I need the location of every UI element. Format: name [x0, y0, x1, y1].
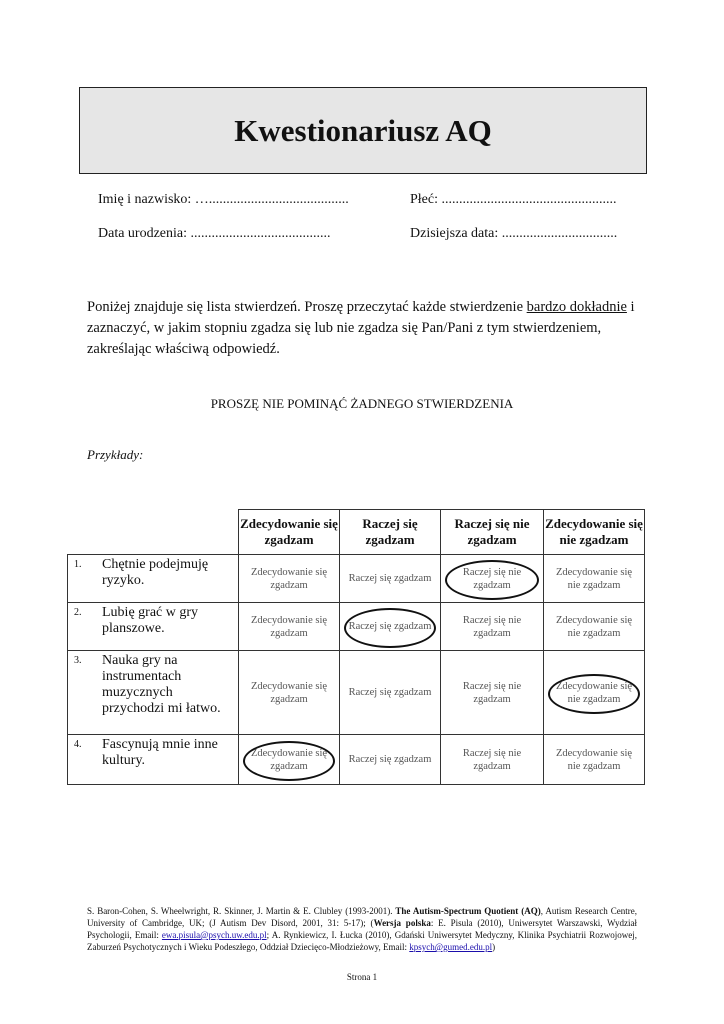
instructions: [87, 297, 647, 360]
header-strongly-agree: Zdecydowanie się zgadzam: [239, 510, 340, 555]
title-box: [79, 87, 647, 174]
answer-option-label: Raczej się nie zgadzam: [462, 747, 522, 772]
answer-option-strongly-agree[interactable]: [239, 651, 340, 735]
question-number: 1.: [68, 555, 103, 603]
question-text: Lubię grać w gry planszowe.: [102, 603, 239, 651]
question-text: Fascynują mnie inne kultury.: [102, 735, 239, 785]
header-slightly-disagree: Raczej się nie zgadzam: [441, 510, 544, 555]
answer-option-strongly-agree[interactable]: [239, 603, 340, 651]
table-row: [68, 735, 645, 785]
question-number: 2.: [68, 603, 103, 651]
answer-option-label: Raczej się nie zgadzam: [462, 680, 522, 705]
answer-option-label: Zdecydowanie się zgadzam: [250, 680, 328, 705]
answer-option-label: Raczej się zgadzam: [348, 621, 432, 632]
example-table: [67, 509, 645, 785]
footer-text: , Autism Research Centre, University of Cambridge, UK; (J Autism Dev Disord, 2001, 31: 5-17); (: [87, 906, 637, 928]
name-field[interactable]: Imię i nazwisko: …........................................: [98, 192, 349, 207]
answer-option-label: Zdecydowanie się zgadzam: [250, 614, 328, 639]
question-number: 3.: [68, 651, 103, 735]
footer-bold-version: Wersja polska: [373, 918, 431, 928]
answer-option-strongly-disagree[interactable]: [544, 735, 645, 785]
instructions-emphasis: bardzo dokładnie: [526, 299, 627, 315]
header-strongly-disagree: Zdecydowanie się nie zgadzam: [544, 510, 645, 555]
answer-option-slightly-agree[interactable]: [340, 603, 441, 651]
answer-option-slightly-agree[interactable]: [340, 735, 441, 785]
answer-option-slightly-agree[interactable]: [340, 555, 441, 603]
today-date-field[interactable]: Dzisiejsza data: .................................: [410, 226, 618, 241]
footer-text: ; A. Rynkiewicz, I. Łucka (2010), Gdański Uniwersytet Medyczny, Klinika Psychiatrii Rozwojowej, Zaburzeń Psychotycznych i Wieku Podeszłego, Oddział Dziecięco-Młodzieżowy, Email:: [87, 930, 638, 952]
table-row: [68, 603, 645, 651]
answer-option-slightly-agree[interactable]: [340, 651, 441, 735]
answer-option-strongly-agree[interactable]: [239, 735, 340, 785]
examples-label: Przykłady:: [87, 447, 144, 462]
instructions-part2: i zaznaczyć, w jakim stopniu zgadza się lub nie zgadza się Pan/Pani z tym stwierdzeniem, zakreślając właściwą odpowiedź.: [87, 299, 635, 357]
answer-option-label: Zdecydowanie się nie zgadzam: [555, 680, 633, 705]
question-text: Nauka gry na instrumentach muzycznych przychodzi mi łatwo.: [102, 651, 239, 735]
answer-option-slightly-disagree[interactable]: [441, 651, 544, 735]
question-number: 4.: [68, 735, 103, 785]
email-link-pisula[interactable]: ewa.pisula@psych.uw.edu.pl: [161, 930, 267, 940]
answer-option-label: Zdecydowanie się nie zgadzam: [555, 566, 633, 591]
footer-text: S. Baron-Cohen, S. Wheelwright, R. Skinner, J. Martin & E. Clubley (1993-2001).: [87, 906, 396, 916]
answer-option-label: Raczej się zgadzam: [348, 754, 432, 765]
answer-option-label: Zdecydowanie się nie zgadzam: [555, 614, 633, 639]
birth-date-field[interactable]: Data urodzenia: ........................................: [98, 226, 331, 241]
footer-text: ): [492, 942, 496, 952]
answer-option-label: Raczej się zgadzam: [348, 687, 432, 698]
header-row: [68, 510, 645, 555]
answer-option-label: Raczej się nie zgadzam: [462, 566, 522, 591]
footer-citation: [87, 905, 637, 953]
answer-option-strongly-disagree[interactable]: [544, 651, 645, 735]
answer-option-label: Zdecydowanie się nie zgadzam: [555, 747, 633, 772]
answer-option-slightly-disagree[interactable]: [441, 603, 544, 651]
table-row: [68, 651, 645, 735]
header-blank: [68, 510, 239, 555]
footer-text: : E. Pisula (2010), Uniwersytet Warszawski, Wydział Psychologii, Email:: [87, 918, 637, 940]
header-slightly-agree: Raczej się zgadzam: [340, 510, 441, 555]
answer-option-label: Raczej się nie zgadzam: [462, 614, 522, 639]
answer-option-strongly-agree[interactable]: [239, 555, 340, 603]
instructions-part1: Poniżej znajduje się lista stwierdzeń. Proszę przeczytać każde stwierdzenie: [87, 299, 527, 315]
answer-option-label: Zdecydowanie się zgadzam: [250, 747, 328, 772]
sex-field[interactable]: Płeć: ..................................................: [410, 192, 617, 207]
answer-option-label: Zdecydowanie się zgadzam: [250, 566, 328, 591]
footer-bold-title: The Autism-Spectrum Quotient (AQ): [395, 906, 541, 916]
answer-option-label: Raczej się zgadzam: [348, 573, 432, 584]
email-link-kpsych[interactable]: kpsych@gumed.edu.pl: [409, 942, 493, 952]
document-title: Kwestionariusz AQ: [234, 112, 492, 148]
table-row: [68, 555, 645, 603]
answer-option-strongly-disagree[interactable]: [544, 603, 645, 651]
page-number: Strona 1: [346, 972, 378, 982]
question-text: Chętnie podejmuję ryzyko.: [102, 555, 239, 603]
answer-option-slightly-disagree[interactable]: [441, 735, 544, 785]
warning-text: PROSZĘ NIE POMINĄĆ ŻADNEGO STWIERDZENIA: [210, 396, 514, 411]
answer-option-slightly-disagree[interactable]: [441, 555, 544, 603]
answer-option-strongly-disagree[interactable]: [544, 555, 645, 603]
